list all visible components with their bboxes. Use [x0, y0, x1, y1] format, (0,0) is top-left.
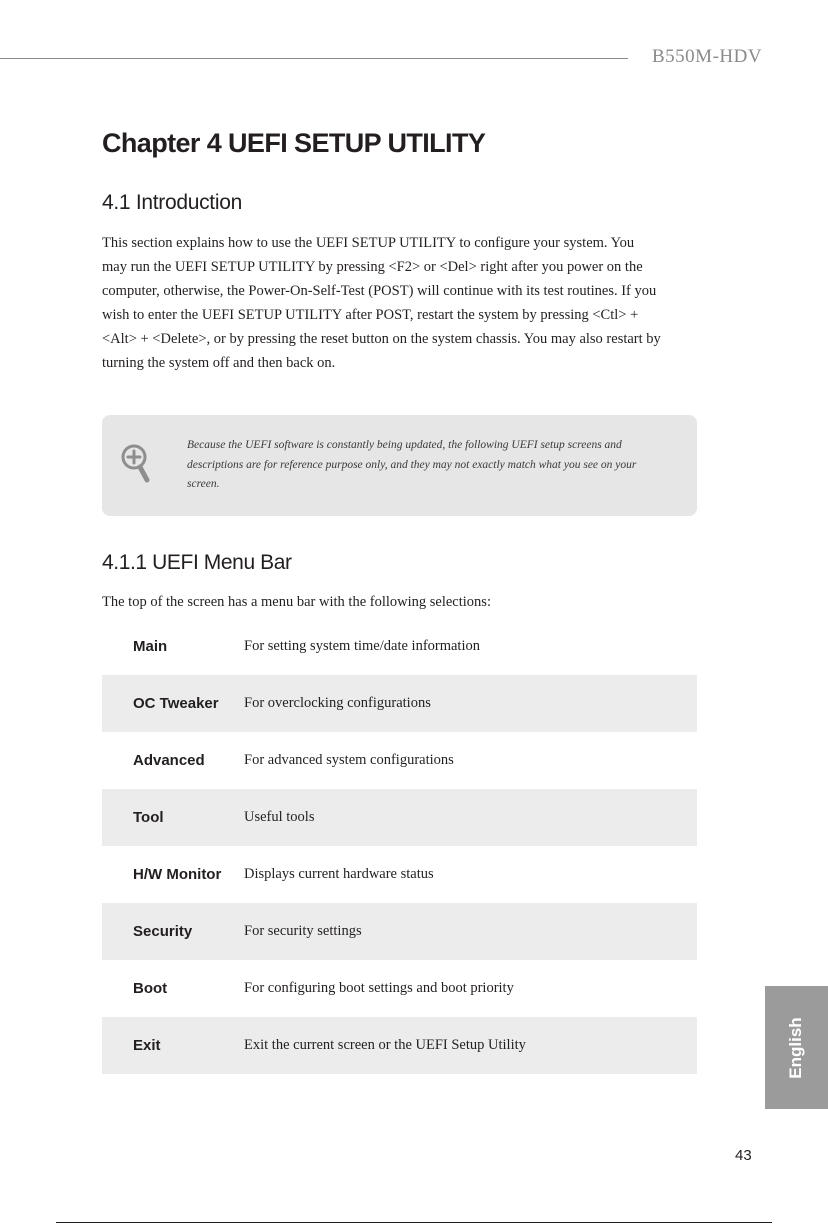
table-row [102, 846, 697, 903]
menu-item-name: Boot [133, 980, 168, 997]
menu-item-name: H/W Monitor [133, 866, 222, 883]
table-row [102, 618, 697, 675]
model-name: B550M-HDV [652, 46, 763, 67]
table-row [102, 732, 697, 789]
introduction-paragraph: This section explains how to use the UEFI SETUP UTILITY to configure your system. You may run the UEFI SETUP UTILITY by pressing <F2> or <Del> right after you power on the computer, otherwise, the Power-On-Self-Test (POST) will continue with its test routines. If you wish to enter the UEFI SETUP UTILITY after POST, restart the system by pressing <Ctl> + <Alt> + <Delete>, or by pressing the reset button on the system chassis. You may also restart by turning the system off and then back on. [102, 235, 661, 371]
language-tab [765, 986, 828, 1109]
menu-item-description: Useful tools [244, 809, 315, 825]
table-row [102, 789, 697, 846]
table-row [102, 1017, 697, 1074]
menu-item-description: For overclocking configurations [244, 695, 431, 711]
menu-item-description: Displays current hardware status [244, 866, 434, 882]
table-row [102, 675, 697, 732]
table-row [102, 903, 697, 960]
menu-item-name: Tool [133, 809, 164, 826]
menu-item-description: For setting system time/date information [244, 638, 480, 654]
language-label: English [786, 1017, 805, 1079]
menu-item-name: Advanced [133, 752, 205, 769]
table-row [102, 960, 697, 1017]
note-text: Because the UEFI software is constantly being updated, the following UEFI setup screens and descriptions are for reference purpose only, and they may not exactly match what you see on your screen. [187, 439, 637, 490]
header-rule [0, 58, 628, 59]
magnifier-plus-icon [120, 443, 154, 487]
menu-item-name: Security [133, 923, 193, 940]
menu-item-name: OC Tweaker [133, 695, 219, 712]
note-box [102, 415, 697, 516]
section-title-introduction: 4.1 Introduction [102, 191, 242, 214]
menu-item-description: For configuring boot settings and boot priority [244, 980, 514, 996]
menu-item-name: Exit [133, 1037, 161, 1054]
menu-item-description: For security settings [244, 923, 362, 939]
page-number: 43 [735, 1147, 752, 1164]
chapter-title: Chapter 4 UEFI SETUP UTILITY [102, 128, 486, 158]
subsection-title-menu-bar: 4.1.1 UEFI Menu Bar [102, 551, 292, 574]
menu-item-name: Main [133, 638, 168, 655]
menu-item-description: Exit the current screen or the UEFI Setup Utility [244, 1037, 526, 1053]
footer-rule [56, 1222, 772, 1223]
menu-bar-intro: The top of the screen has a menu bar with the following selections: [102, 594, 491, 610]
menu-table [102, 618, 697, 1074]
menu-item-description: For advanced system configurations [244, 752, 454, 768]
